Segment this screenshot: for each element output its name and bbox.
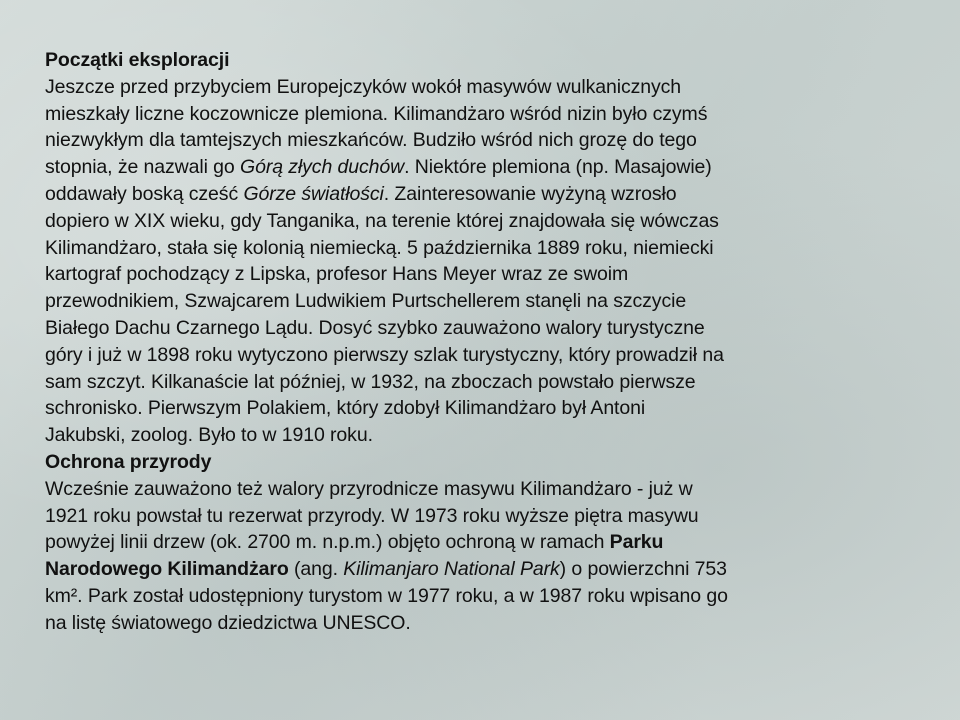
text-line: mieszkały liczne koczownicze plemiona. Kilimandżaro wśród nizin było czymś [45,102,708,125]
text-line: niezwykłym dla tamtejszych mieszkańców. Budziło wśród nich grozę do tego [45,129,697,152]
exploration-paragraph [45,74,925,449]
text-fragment: ) o powierzchni 753 [559,558,727,581]
text-line: Białego Dachu Czarnego Lądu. Dosyć szybko zauważono walory turystyczne [45,316,705,339]
conservation-paragraph [45,476,925,637]
italic-term: Górze światłości [243,182,384,205]
section-heading-exploration: Początki eksploracji [45,49,230,71]
text-line: Jakubski, zoolog. Było to w 1910 roku. [45,424,373,447]
text-fragment: (ang. [288,558,344,581]
italic-term: Kilimanjaro National Park [343,558,560,581]
section-heading-conservation: Ochrona przyrody [45,450,212,473]
text-line: Jeszcze przed przybyciem Europejczyków wokół masywów wulkanicznych [45,75,682,98]
text-line: Wcześnie zauważono też walory przyrodnicze masywu Kilimandżaro - już w [45,477,693,500]
text-fragment: powyżej linii drzew (ok. 2700 m. n.p.m.) objęto ochroną w ramach [45,531,610,554]
text-block [45,47,925,637]
text-line: na listę światowego dziedzictwa UNESCO. [45,611,411,634]
text-line [45,154,925,181]
text-line: 1921 roku powstał tu rezerwat przyrody. W 1973 roku wyższe piętra masywu [45,504,699,527]
text-line: schronisko. Pierwszym Polakiem, który zdobył Kilimandżaro był Antoni [45,397,646,420]
text-fragment: stopnia, że nazwali go [45,156,240,179]
text-fragment: oddawały boską cześć [45,182,244,205]
bold-term: Parku [609,531,664,554]
text-line [45,181,925,208]
text-line: dopiero w XIX wieku, gdy Tanganika, na terenie której znajdowała się wówczas [45,209,719,232]
text-line: przewodnikiem, Szwajcarem Ludwikiem Purtschellerem stanęli na szczycie [45,290,687,313]
text-line: km². Park został udostępniony turystom w 1977 roku, a w 1987 roku wpisano go [45,584,728,607]
text-line [45,529,925,556]
text-line: kartograf pochodzący z Lipska, profesor Hans Meyer wraz ze swoim [45,263,629,286]
text-fragment: . Zainteresowanie wyżyną wzrosło [383,182,677,205]
text-line: góry i już w 1898 roku wytyczono pierwszy szlak turystyczny, który prowadził na [45,343,724,366]
text-line: sam szczyt. Kilkanaście lat później, w 1932, na zboczach powstało pierwsze [45,370,696,393]
italic-term: Górą złych duchów [240,156,405,179]
text-fragment: . Niektóre plemiona (np. Masajowie) [404,156,712,179]
text-line: Kilimandżaro, stała się kolonią niemiecką. 5 października 1889 roku, niemiecki [45,236,714,259]
text-line [45,556,925,583]
bold-term: Narodowego Kilimandżaro [45,558,289,581]
